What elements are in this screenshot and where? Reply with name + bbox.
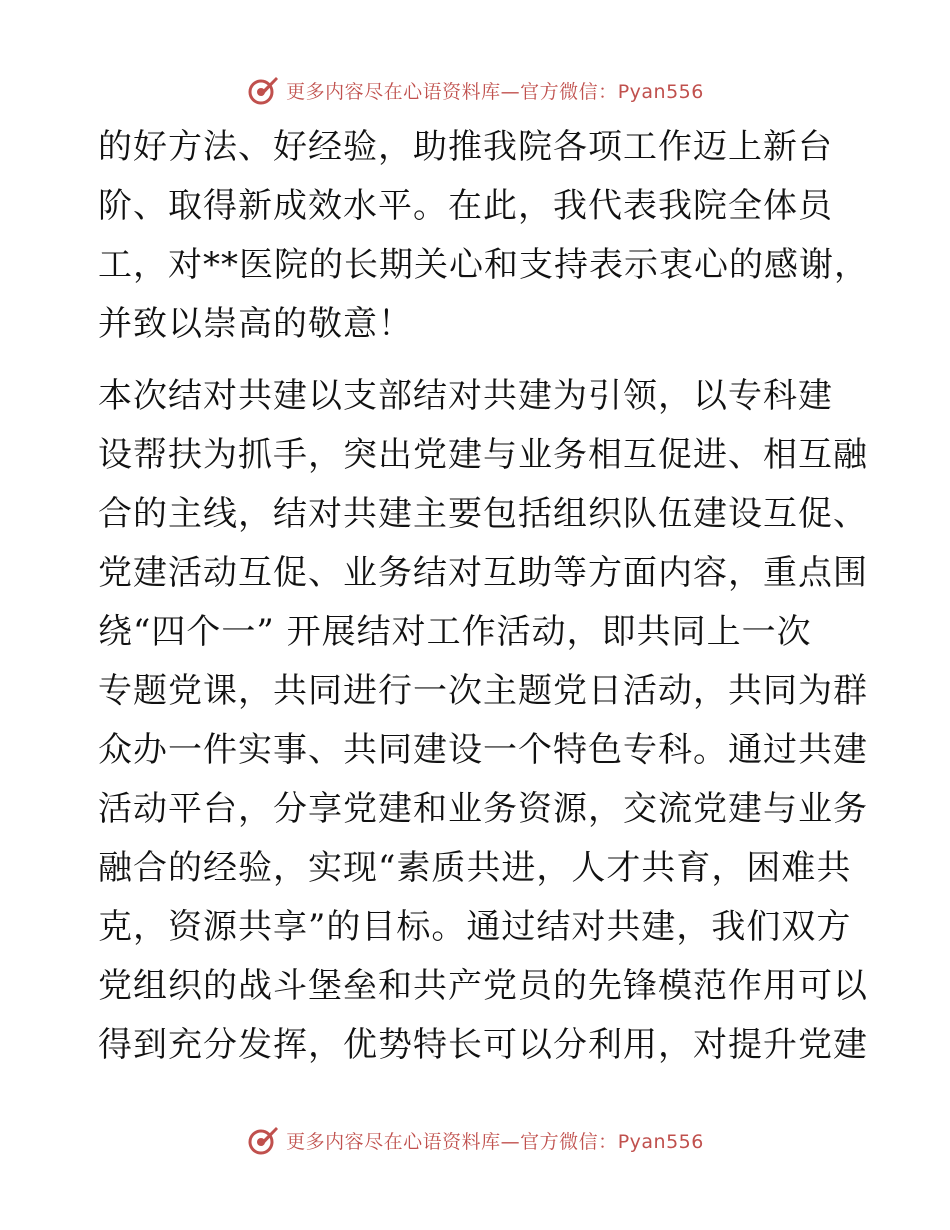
text-line: 合的主线，结对共建主要包括组织队伍建设互促、 (98, 494, 868, 534)
text-line: 绕“四个一” 开展结对工作活动，即共同上一次 (98, 612, 812, 652)
header-banner (0, 70, 950, 110)
text-line: 活动平台，分享党建和业务资源，交流党建与业务 (98, 789, 868, 829)
text-line: 本次结对共建以支部结对共建为引领，以专科建 (98, 376, 833, 416)
document-body (98, 118, 869, 1075)
paragraph-gap (98, 354, 858, 367)
text-line: 设帮扶为抓手，突出党建与业务相互促进、相互融 (98, 435, 868, 475)
text-line: 专题党课，共同进行一次主题党日活动，共同为群 (98, 671, 868, 711)
header-banner-text: 更多内容尽在心语资料库—官方微信：Pyan556 (286, 80, 704, 103)
text-line: 的好方法、好经验，助推我院各项工作迈上新台 (98, 127, 833, 167)
text-line: 得到充分发挥，优势特长可以分利用，对提升党建 (98, 1025, 868, 1065)
text-line: 工，对**医院的长期关心和支持表示衷心的感谢， (98, 245, 869, 285)
footer-banner (0, 1120, 950, 1160)
text-line: 众办一件实事、共同建设一个特色专科。通过共建 (98, 730, 868, 770)
text-line: 党组织的战斗堡垒和共产党员的先锋模范作用可以 (98, 966, 868, 1006)
footer-banner-text: 更多内容尽在心语资料库—官方微信：Pyan556 (286, 1130, 704, 1153)
paragraph (98, 367, 868, 1075)
text-line: 并致以崇高的敬意！ (98, 304, 413, 344)
paragraph (98, 118, 869, 354)
text-line: 阶、取得新成效水平。在此，我代表我院全体员 (98, 186, 833, 226)
quill-logo-icon (246, 73, 280, 107)
text-line: 克，资源共享”的目标。通过结对共建，我们双方 (98, 907, 852, 947)
quill-logo-icon (246, 1123, 280, 1157)
text-line: 融合的经验，实现“素质共进，人才共育，困难共 (98, 848, 852, 888)
text-line: 党建活动互促、业务结对互助等方面内容，重点围 (98, 553, 868, 593)
